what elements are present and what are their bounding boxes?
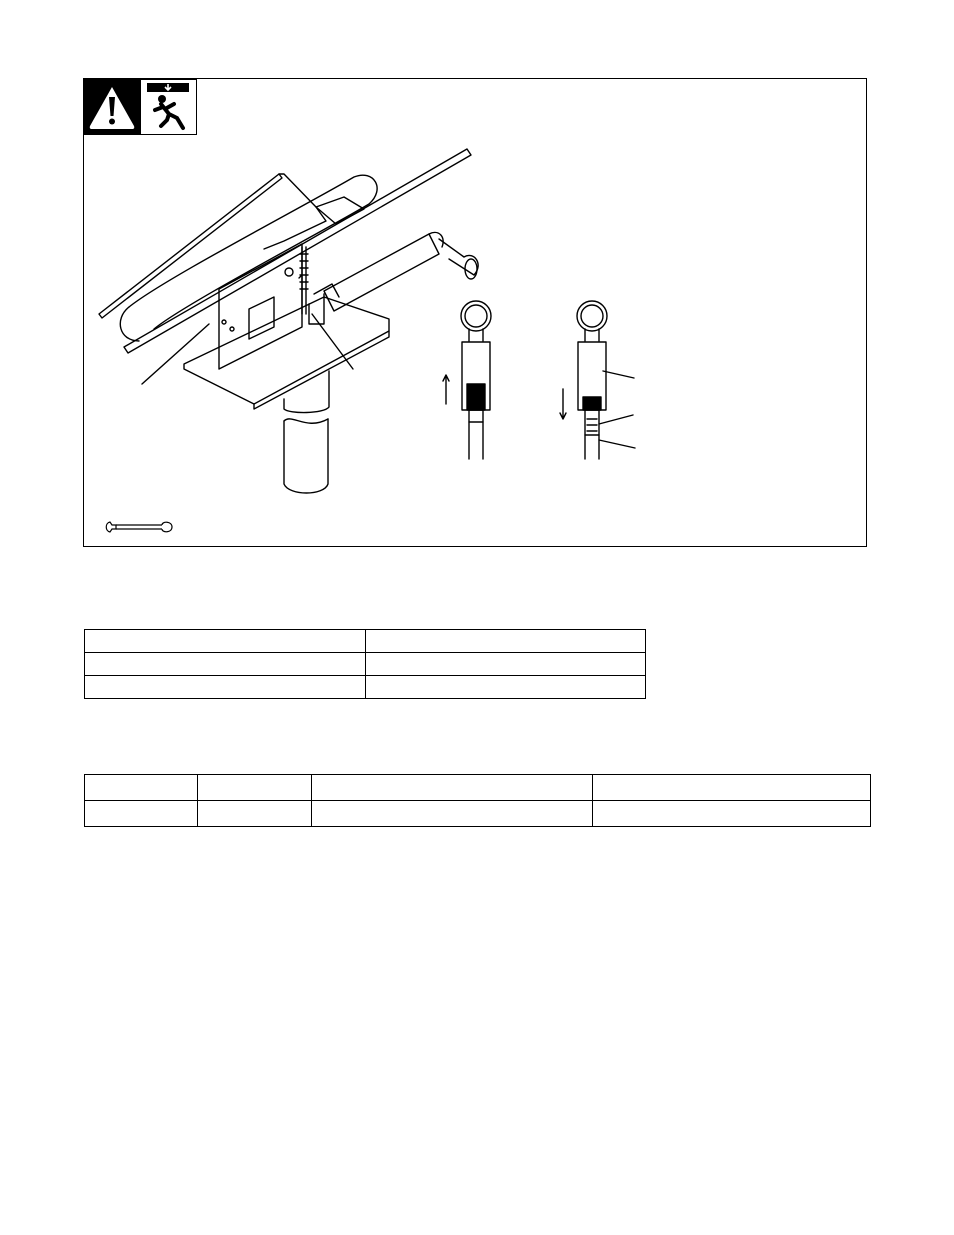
table-cell: [365, 676, 646, 699]
table-row: [85, 653, 646, 676]
table-row: [85, 801, 871, 827]
table-cell: [85, 653, 366, 676]
table-cell: [85, 676, 366, 699]
table-cell: [85, 775, 198, 801]
table-row: [85, 630, 646, 653]
spec-table-2: [84, 774, 871, 827]
table-cell: [198, 801, 312, 827]
equipment-illustration: [84, 79, 868, 548]
table-cell: [365, 653, 646, 676]
table-cell: [198, 775, 312, 801]
wrench-icon: [104, 519, 174, 535]
table-cell: [85, 801, 198, 827]
table-cell: [593, 775, 871, 801]
table-cell: [365, 630, 646, 653]
table-cell: [312, 801, 593, 827]
spec-table-1: [84, 629, 646, 699]
table-cell: [85, 630, 366, 653]
figure-box: [83, 78, 867, 547]
table-row: [85, 676, 646, 699]
table-cell: [312, 775, 593, 801]
table-row: [85, 775, 871, 801]
table-cell: [593, 801, 871, 827]
